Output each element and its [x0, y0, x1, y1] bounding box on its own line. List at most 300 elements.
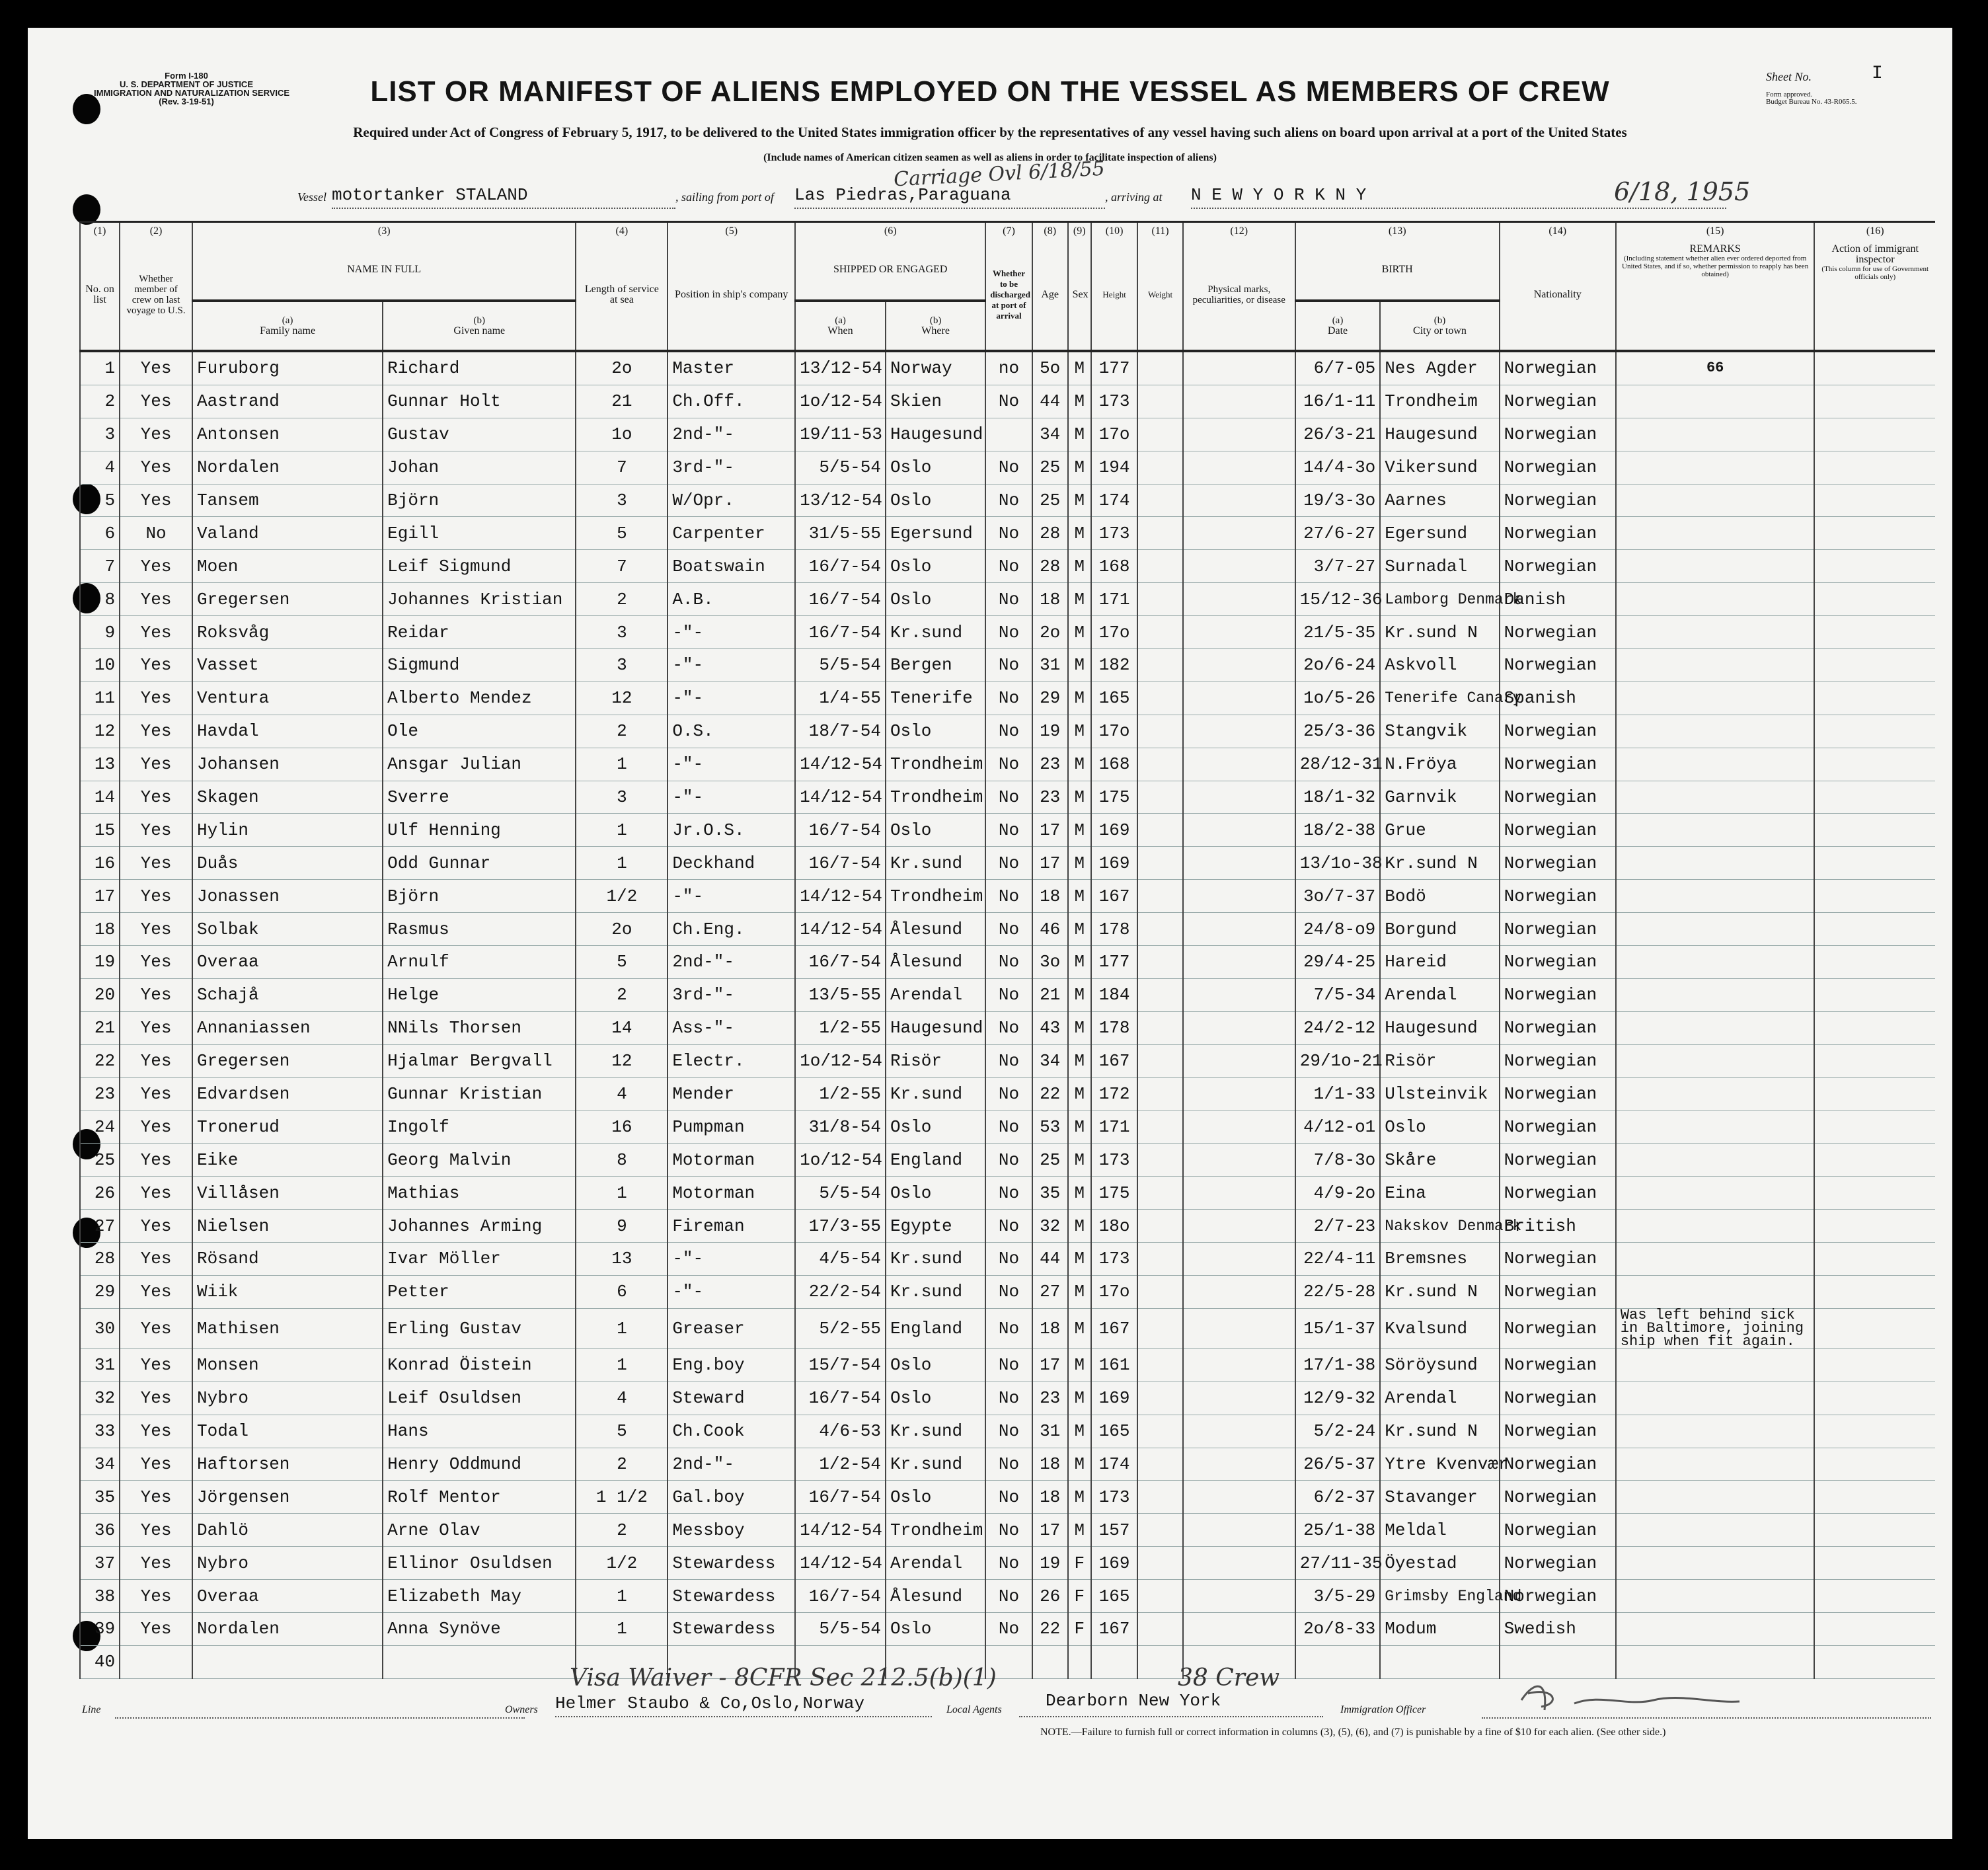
inspector-action-cell [1814, 715, 1935, 748]
table-row [80, 1144, 1935, 1177]
length-of-service-cell: 7 [576, 451, 668, 484]
length-of-service-cell: 2o [576, 351, 668, 385]
birth-city-cell: Eina [1380, 1177, 1499, 1210]
previous-voyage-cell: Yes [120, 748, 192, 781]
given-name-cell [383, 1645, 576, 1678]
given-name-cell: Konrad Öistein [383, 1348, 576, 1382]
table-row [80, 1382, 1935, 1415]
physical-marks-cell [1183, 1580, 1295, 1613]
header-no-on-list: No. on list [80, 240, 120, 351]
given-name-cell: Petter [383, 1275, 576, 1308]
age-cell: 44 [1032, 385, 1068, 418]
sex-cell: M [1068, 484, 1091, 517]
position-cell: -"- [668, 682, 795, 715]
family-name-cell [192, 1645, 383, 1678]
sailing-label: , sailing from port of [675, 190, 774, 204]
col-num: (7) [985, 222, 1032, 241]
discharged-cell: No [985, 1415, 1032, 1448]
previous-voyage-cell: Yes [120, 1481, 192, 1514]
weight-cell [1137, 1415, 1182, 1448]
budget-text: Budget Bureau No. 43-R065.5. [1766, 98, 1857, 106]
position-cell: -"- [668, 649, 795, 682]
length-of-service-cell: 1 1/2 [576, 1481, 668, 1514]
row-number-cell: 36 [80, 1514, 120, 1547]
nationality-cell: Norwegian [1500, 814, 1616, 847]
previous-voyage-cell: Yes [120, 451, 192, 484]
page-title: LIST OR MANIFEST OF ALIENS EMPLOYED ON THE VESSEL AS MEMBERS OF CREW [370, 75, 1610, 108]
inspector-action-cell [1814, 682, 1935, 715]
height-cell: 175 [1091, 781, 1137, 814]
age-cell: 3o [1032, 946, 1068, 979]
header-where: (b) Where [886, 301, 985, 351]
physical-marks-cell [1183, 847, 1295, 880]
given-name-cell: Ingolf [383, 1110, 576, 1144]
inspector-action-cell [1814, 814, 1935, 847]
engaged-when-cell: 14/12-54 [795, 748, 886, 781]
nationality-cell: Norwegian [1500, 1177, 1616, 1210]
birth-date-cell: 4/12-o1 [1295, 1110, 1381, 1144]
engaged-when-cell: 14/12-54 [795, 781, 886, 814]
length-of-service-cell: 2 [576, 715, 668, 748]
birth-city-cell: Kr.sund N [1380, 847, 1499, 880]
remarks-cell [1616, 418, 1815, 451]
inspector-action-cell [1814, 385, 1935, 418]
table-row [80, 1481, 1935, 1514]
birth-city-cell: Nakskov Denmark [1380, 1210, 1499, 1243]
length-of-service-cell: 4 [576, 1077, 668, 1110]
family-name-cell: Solbak [192, 913, 383, 946]
nationality-cell: Norwegian [1500, 385, 1616, 418]
crew-count-annotation: 38 Crew [1178, 1664, 1280, 1692]
sex-cell: F [1068, 1547, 1091, 1580]
family-name-cell: Vasset [192, 649, 383, 682]
remarks-cell [1616, 1547, 1815, 1580]
length-of-service-cell: 21 [576, 385, 668, 418]
physical-marks-cell [1183, 1612, 1295, 1645]
height-cell: 178 [1091, 913, 1137, 946]
discharged-cell: No [985, 1077, 1032, 1110]
sex-cell: M [1068, 946, 1091, 979]
age-cell: 17 [1032, 847, 1068, 880]
birth-city-cell [1380, 1645, 1499, 1678]
discharged-cell: No [985, 847, 1032, 880]
previous-voyage-cell: Yes [120, 351, 192, 385]
nationality-cell: Norwegian [1500, 913, 1616, 946]
owners-value: Helmer Staubo & Co,Oslo,Norway [555, 1694, 865, 1713]
age-cell: 35 [1032, 1177, 1068, 1210]
row-number-cell: 20 [80, 978, 120, 1011]
birth-city-cell: Askvoll [1380, 649, 1499, 682]
sex-cell: M [1068, 1011, 1091, 1044]
row-number-cell: 9 [80, 616, 120, 649]
birth-city-cell: Haugesund [1380, 418, 1499, 451]
physical-marks-cell [1183, 517, 1295, 550]
row-number-cell: 16 [80, 847, 120, 880]
inspector-action-cell [1814, 1144, 1935, 1177]
engaged-where-cell: Risör [886, 1044, 985, 1077]
engaged-when-cell: 18/7-54 [795, 715, 886, 748]
length-of-service-cell: 5 [576, 1415, 668, 1448]
remarks-cell [1616, 1077, 1815, 1110]
remarks-cell [1616, 649, 1815, 682]
age-cell: 19 [1032, 715, 1068, 748]
physical-marks-cell [1183, 1210, 1295, 1243]
previous-voyage-cell: Yes [120, 583, 192, 616]
previous-voyage-cell: Yes [120, 913, 192, 946]
row-number-cell: 35 [80, 1481, 120, 1514]
height-cell: 173 [1091, 1144, 1137, 1177]
discharged-cell: No [985, 1011, 1032, 1044]
birth-city-cell: Haugesund [1380, 1011, 1499, 1044]
row-number-cell: 31 [80, 1348, 120, 1382]
sex-cell: M [1068, 1210, 1091, 1243]
previous-voyage-cell: Yes [120, 1448, 192, 1481]
engaged-where-cell: Ålesund [886, 946, 985, 979]
engaged-when-cell: 16/7-54 [795, 814, 886, 847]
inspector-action-cell [1814, 946, 1935, 979]
department: U. S. DEPARTMENT OF JUSTICE [120, 79, 253, 89]
weight-cell [1137, 1077, 1182, 1110]
physical-marks-cell [1183, 946, 1295, 979]
weight-cell [1137, 946, 1182, 979]
discharged-cell: No [985, 913, 1032, 946]
table-row [80, 1243, 1935, 1276]
height-cell: 174 [1091, 1448, 1137, 1481]
family-name-cell: Eike [192, 1144, 383, 1177]
family-name-cell: Skagen [192, 781, 383, 814]
position-cell: Ch.Eng. [668, 913, 795, 946]
length-of-service-cell: 2o [576, 913, 668, 946]
remarks-cell [1616, 550, 1815, 583]
length-of-service-cell: 1 [576, 847, 668, 880]
previous-voyage-cell: Yes [120, 880, 192, 913]
family-name-cell: Overaa [192, 1580, 383, 1613]
table-row [80, 1077, 1935, 1110]
given-name-cell: Sigmund [383, 649, 576, 682]
table-row [80, 1210, 1935, 1243]
family-name-cell: Nielsen [192, 1210, 383, 1243]
engaged-where-cell: Haugesund [886, 1011, 985, 1044]
engaged-where-cell: England [886, 1144, 985, 1177]
position-cell: Messboy [668, 1514, 795, 1547]
weight-cell [1137, 1612, 1182, 1645]
col-num: (9) [1068, 222, 1091, 241]
discharged-cell: No [985, 583, 1032, 616]
physical-marks-cell [1183, 385, 1295, 418]
height-cell: 175 [1091, 1177, 1137, 1210]
nationality-cell: Norwegian [1500, 1348, 1616, 1382]
inspector-action-cell [1814, 451, 1935, 484]
sex-cell [1068, 1645, 1091, 1678]
sex-cell: M [1068, 682, 1091, 715]
physical-marks-cell [1183, 781, 1295, 814]
birth-date-cell: 29/4-25 [1295, 946, 1381, 979]
birth-city-cell: Söröysund [1380, 1348, 1499, 1382]
arriving-value: N E W Y O R K N Y [1191, 185, 1367, 205]
header-position: Position in ship's company [668, 240, 795, 351]
handwritten-stamp: Carriage Ovl 6/18/55 [893, 157, 1106, 192]
col-num: (5) [668, 222, 795, 241]
length-of-service-cell: 4 [576, 1382, 668, 1415]
position-cell: Greaser [668, 1308, 795, 1348]
line-label: Line [82, 1704, 101, 1715]
col-num: (3) [192, 222, 576, 241]
position-cell: Master [668, 351, 795, 385]
table-row [80, 1308, 1935, 1348]
birth-date-cell: 2o/8-33 [1295, 1612, 1381, 1645]
engaged-when-cell: 16/7-54 [795, 847, 886, 880]
previous-voyage-cell: Yes [120, 649, 192, 682]
engaged-when-cell: 1/2-55 [795, 1077, 886, 1110]
position-cell: 3rd-"- [668, 978, 795, 1011]
physical-marks-cell [1183, 1177, 1295, 1210]
height-cell: 173 [1091, 385, 1137, 418]
inspector-action-cell [1814, 1243, 1935, 1276]
birth-city-cell: Oslo [1380, 1110, 1499, 1144]
discharged-cell: No [985, 1348, 1032, 1382]
remarks-cell [1616, 1110, 1815, 1144]
position-cell: Motorman [668, 1144, 795, 1177]
inspector-action-cell [1814, 550, 1935, 583]
family-name-cell: Roksvåg [192, 616, 383, 649]
age-cell: 2o [1032, 616, 1068, 649]
birth-city-cell: Modum [1380, 1612, 1499, 1645]
given-name-cell: Johan [383, 451, 576, 484]
previous-voyage-cell: Yes [120, 385, 192, 418]
inspector-action-cell [1814, 1275, 1935, 1308]
birth-city-cell: Risör [1380, 1044, 1499, 1077]
inspector-action-cell [1814, 1348, 1935, 1382]
inspector-action-cell [1814, 880, 1935, 913]
family-name-cell: Rösand [192, 1243, 383, 1276]
penalty-note: NOTE.—Failure to furnish full or correct information in columns (3), (5), (6), and (7) is punishable by a fine of $10 for each alien. (See other side.) [1040, 1727, 1666, 1738]
given-name-cell: Helge [383, 978, 576, 1011]
birth-city-cell: Lamborg Denmark [1380, 583, 1499, 616]
position-cell: Mender [668, 1077, 795, 1110]
physical-marks-cell [1183, 682, 1295, 715]
row-number-cell: 15 [80, 814, 120, 847]
remarks-cell [1616, 1448, 1815, 1481]
remarks-cell: 66 [1616, 351, 1815, 385]
table-row [80, 1514, 1935, 1547]
row-number-cell: 40 [80, 1645, 120, 1678]
weight-cell [1137, 1481, 1182, 1514]
physical-marks-cell [1183, 451, 1295, 484]
physical-marks-cell [1183, 1044, 1295, 1077]
family-name-cell: Schajå [192, 978, 383, 1011]
row-number-cell: 22 [80, 1044, 120, 1077]
birth-city-cell: Öyestad [1380, 1547, 1499, 1580]
given-name-cell: Erling Gustav [383, 1308, 576, 1348]
inspector-action-cell [1814, 978, 1935, 1011]
position-cell: 2nd-"- [668, 1448, 795, 1481]
family-name-cell: Tansem [192, 484, 383, 517]
weight-cell [1137, 351, 1182, 385]
row-number-cell: 34 [80, 1448, 120, 1481]
given-name-cell: Elizabeth May [383, 1580, 576, 1613]
birth-date-cell: 6/7-05 [1295, 351, 1381, 385]
physical-marks-cell [1183, 583, 1295, 616]
engaged-when-cell: 14/12-54 [795, 1547, 886, 1580]
col-num: (13) [1295, 222, 1500, 241]
weight-cell [1137, 1448, 1182, 1481]
header-name-in-full: NAME IN FULL [192, 240, 576, 301]
discharged-cell: No [985, 1612, 1032, 1645]
discharged-cell: No [985, 385, 1032, 418]
engaged-where-cell: Kr.sund [886, 1275, 985, 1308]
family-name-cell: Nordalen [192, 451, 383, 484]
weight-cell [1137, 913, 1182, 946]
sailing-value: Las Piedras,Paraguana [794, 185, 1011, 205]
length-of-service-cell: 8 [576, 1144, 668, 1177]
sex-cell: M [1068, 1144, 1091, 1177]
family-name-cell: Villåsen [192, 1177, 383, 1210]
birth-date-cell [1295, 1645, 1381, 1678]
birth-city-cell: Kr.sund N [1380, 1415, 1499, 1448]
weight-cell [1137, 715, 1182, 748]
height-cell: 177 [1091, 351, 1137, 385]
nationality-cell: Norwegian [1500, 1243, 1616, 1276]
birth-date-cell: 22/5-28 [1295, 1275, 1381, 1308]
age-cell: 53 [1032, 1110, 1068, 1144]
nationality-cell: Norwegian [1500, 1547, 1616, 1580]
engaged-where-cell: Tenerife [886, 682, 985, 715]
physical-marks-cell [1183, 1243, 1295, 1276]
form-number: Form I-180 [165, 71, 208, 81]
nationality-cell: Norwegian [1500, 649, 1616, 682]
officer-signature [1515, 1674, 1766, 1720]
engaged-when-cell: 16/7-54 [795, 1382, 886, 1415]
inspector-action-cell [1814, 418, 1935, 451]
nationality-cell: Norwegian [1500, 550, 1616, 583]
header-discharged: Whether to be discharged at port of arrival [985, 240, 1032, 351]
row-number-cell: 27 [80, 1210, 120, 1243]
table-row [80, 1547, 1935, 1580]
engaged-when-cell: 1o/12-54 [795, 1044, 886, 1077]
family-name-cell: Wiik [192, 1275, 383, 1308]
birth-date-cell: 1o/5-26 [1295, 682, 1381, 715]
header-height: Height [1091, 240, 1137, 351]
engaged-where-cell: Trondheim [886, 880, 985, 913]
given-name-cell: Gunnar Holt [383, 385, 576, 418]
previous-voyage-cell [120, 1645, 192, 1678]
weight-cell [1137, 550, 1182, 583]
age-cell: 32 [1032, 1210, 1068, 1243]
age-cell: 18 [1032, 1308, 1068, 1348]
birth-date-cell: 5/2-24 [1295, 1415, 1381, 1448]
length-of-service-cell: 1 [576, 1348, 668, 1382]
engaged-when-cell: 13/5-55 [795, 978, 886, 1011]
birth-city-cell: N.Fröya [1380, 748, 1499, 781]
height-cell: 161 [1091, 1348, 1137, 1382]
sheet-number: I [1872, 63, 1883, 84]
row-number-cell: 5 [80, 484, 120, 517]
height-cell: 173 [1091, 517, 1137, 550]
engaged-when-cell: 17/3-55 [795, 1210, 886, 1243]
engaged-when-cell: 16/7-54 [795, 583, 886, 616]
physical-marks-cell [1183, 1382, 1295, 1415]
birth-city-cell: Trondheim [1380, 385, 1499, 418]
position-cell: Fireman [668, 1210, 795, 1243]
table-row [80, 1448, 1935, 1481]
engaged-when-cell: 1/4-55 [795, 682, 886, 715]
previous-voyage-cell: Yes [120, 847, 192, 880]
length-of-service-cell: 3 [576, 484, 668, 517]
age-cell [1032, 1645, 1068, 1678]
height-cell: 173 [1091, 1481, 1137, 1514]
engaged-when-cell: 14/12-54 [795, 880, 886, 913]
position-cell: Electr. [668, 1044, 795, 1077]
birth-date-cell: 15/12-36 [1295, 583, 1381, 616]
given-name-cell: Ulf Henning [383, 814, 576, 847]
position-cell: Pumpman [668, 1110, 795, 1144]
header-physical-marks: Physical marks, peculiarities, or disease [1183, 240, 1295, 351]
col-num: (16) [1814, 222, 1935, 241]
given-name-cell: Leif Sigmund [383, 550, 576, 583]
engaged-when-cell: 5/5-54 [795, 1177, 886, 1210]
sex-cell: M [1068, 1448, 1091, 1481]
height-cell: 165 [1091, 1580, 1137, 1613]
nationality-cell: Spanish [1500, 682, 1616, 715]
nationality-cell: Swedish [1500, 1612, 1616, 1645]
remarks-cell [1616, 451, 1815, 484]
age-cell: 28 [1032, 550, 1068, 583]
inspector-action-cell [1814, 1415, 1935, 1448]
header-weight: Weight [1137, 240, 1182, 351]
weight-cell [1137, 682, 1182, 715]
row-number-cell: 26 [80, 1177, 120, 1210]
position-cell: Deckhand [668, 847, 795, 880]
length-of-service-cell: 12 [576, 1044, 668, 1077]
birth-date-cell: 18/2-38 [1295, 814, 1381, 847]
family-name-cell: Overaa [192, 946, 383, 979]
inspector-subtitle: (This column for use of Government officials only) [1821, 265, 1929, 281]
engaged-where-cell: Arendal [886, 978, 985, 1011]
weight-cell [1137, 880, 1182, 913]
row-number-cell: 21 [80, 1011, 120, 1044]
family-name-cell: Furuborg [192, 351, 383, 385]
inspector-action-cell [1814, 649, 1935, 682]
engaged-when-cell: 1o/12-54 [795, 385, 886, 418]
physical-marks-cell [1183, 1415, 1295, 1448]
birth-date-cell: 27/11-35 [1295, 1547, 1381, 1580]
sex-cell: M [1068, 1077, 1091, 1110]
remarks-cell [1616, 1382, 1815, 1415]
nationality-cell: Norwegian [1500, 781, 1616, 814]
position-cell: Ass-"- [668, 1011, 795, 1044]
height-cell: 17o [1091, 715, 1137, 748]
family-name-cell: Jörgensen [192, 1481, 383, 1514]
sex-cell: M [1068, 1481, 1091, 1514]
physical-marks-cell [1183, 351, 1295, 385]
weight-cell [1137, 1382, 1182, 1415]
given-name-cell: Ansgar Julian [383, 748, 576, 781]
length-of-service-cell: 2 [576, 1514, 668, 1547]
remarks-cell [1616, 1415, 1815, 1448]
crew-manifest-table [79, 221, 1935, 1679]
sex-cell: M [1068, 715, 1091, 748]
sheet-label: Sheet No. [1766, 70, 1812, 83]
previous-voyage-cell: Yes [120, 1177, 192, 1210]
position-cell: Gal.boy [668, 1481, 795, 1514]
birth-city-cell: Stavanger [1380, 1481, 1499, 1514]
height-cell: 174 [1091, 484, 1137, 517]
inspector-action-cell [1814, 1514, 1935, 1547]
previous-voyage-cell: Yes [120, 1144, 192, 1177]
remarks-cell [1616, 847, 1815, 880]
birth-city-cell: Bodö [1380, 880, 1499, 913]
height-cell: 169 [1091, 814, 1137, 847]
